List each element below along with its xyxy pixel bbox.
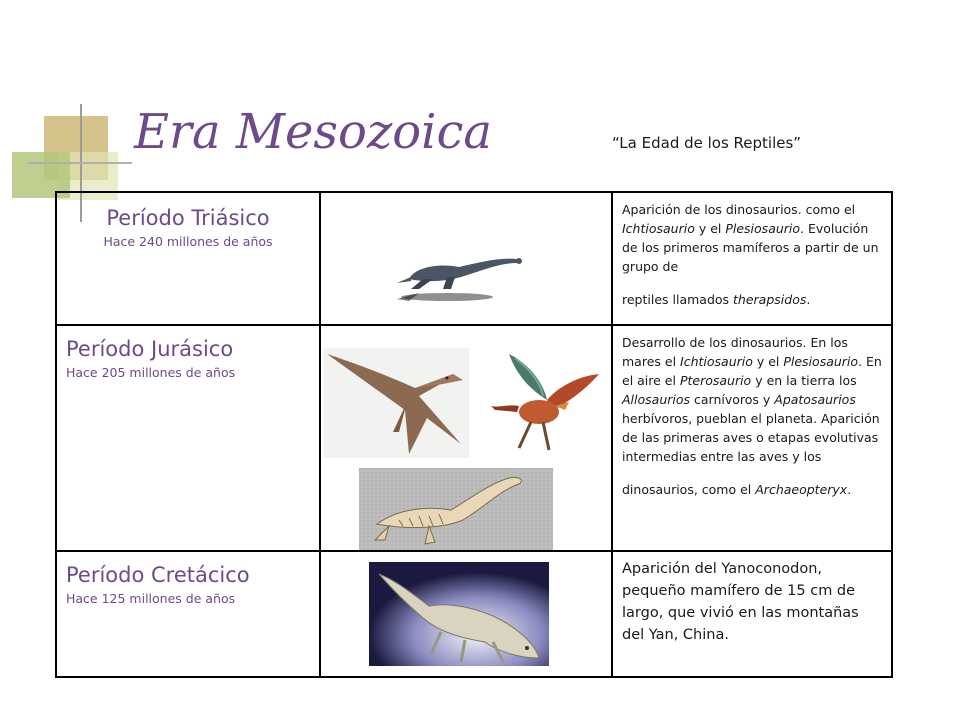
italic-term: Pterosaurio (679, 372, 752, 388)
slide-title: Era Mesozoica (134, 104, 492, 160)
italic-term: Ichtiosaurio (680, 353, 753, 369)
period-age: Hace 205 millones de años (66, 364, 236, 380)
description-text (622, 200, 885, 276)
period-age: Hace 125 millones de años (66, 591, 236, 607)
text-run: dinosaurios, como el (622, 481, 756, 497)
text-run: y en la tierra los (751, 372, 857, 388)
pterosaur-image (323, 348, 469, 458)
yanoconodon-image (369, 562, 549, 666)
periods-table (55, 191, 893, 678)
image-cell-triasico (320, 192, 612, 325)
italic-term: Plesiosaurio (725, 221, 801, 236)
period-cell-jurasico (56, 325, 320, 552)
image-cell-jurasico (320, 325, 612, 552)
text-run: herbívoros, pueblan el planeta. Aparición de las primeras aves o etapas evolutivas intermedias entre las aves y los (622, 410, 880, 464)
text-run: carnívoros y (690, 391, 775, 407)
italic-term: Ichtiosaurio (622, 221, 695, 236)
text-run: . (847, 481, 852, 497)
period-description (613, 552, 891, 646)
period-cell-cretacico (56, 551, 320, 677)
description-text-2 (622, 480, 885, 499)
text-run: Aparición de los dinosaurios. como el (622, 202, 856, 217)
italic-term: Apatosaurios (774, 391, 856, 407)
desc-cell-triasico (612, 192, 892, 325)
desc-cell-cretacico (612, 551, 892, 677)
text-run: . En el aire el (622, 353, 882, 388)
period-cell-triasico (56, 192, 320, 325)
description-text (622, 558, 885, 646)
image-cell-cretacico (320, 551, 612, 677)
plesiosaur-skeleton-image (359, 468, 553, 550)
period-description (613, 326, 891, 499)
row-triasico (56, 192, 892, 325)
row-cretacico (56, 551, 892, 677)
italic-term: Plesiosaurio (783, 353, 859, 369)
italic-term: Allosaurios (622, 391, 691, 407)
text-run: . (806, 292, 811, 307)
text-run: reptiles llamados (622, 292, 734, 307)
slide-subtitle: “La Edad de los Reptiles” (612, 134, 802, 152)
text-run: Aparición del Yanoconodon, pequeño mamífero de 15 cm de largo, que vivió en las montañas del Yan, China. (622, 561, 859, 644)
description-text (622, 333, 885, 466)
text-run: Desarrollo de los dinosaurios. En los mares el (622, 334, 848, 369)
italic-term: therapsidos (733, 292, 807, 307)
period-age: Hace 240 millones de años (103, 234, 273, 249)
italic-term: Archaeopteryx (755, 481, 848, 497)
text-run: y el (694, 221, 726, 236)
period-name: Período Jurásico (66, 336, 234, 361)
decor-horizontal-line (28, 162, 132, 164)
text-run: y el (752, 353, 784, 369)
text-run: . Evolución de los primeros mamíferos a partir de un grupo de (622, 221, 879, 274)
period-description (613, 193, 891, 309)
period-name: Período Triásico (106, 206, 270, 230)
desc-cell-jurasico (612, 325, 892, 552)
row-jurasico (56, 325, 892, 552)
plesiosaur-image (389, 249, 529, 305)
description-text-2 (622, 290, 885, 309)
period-name: Período Cretácico (66, 563, 250, 588)
archaeopteryx-image (469, 346, 605, 458)
